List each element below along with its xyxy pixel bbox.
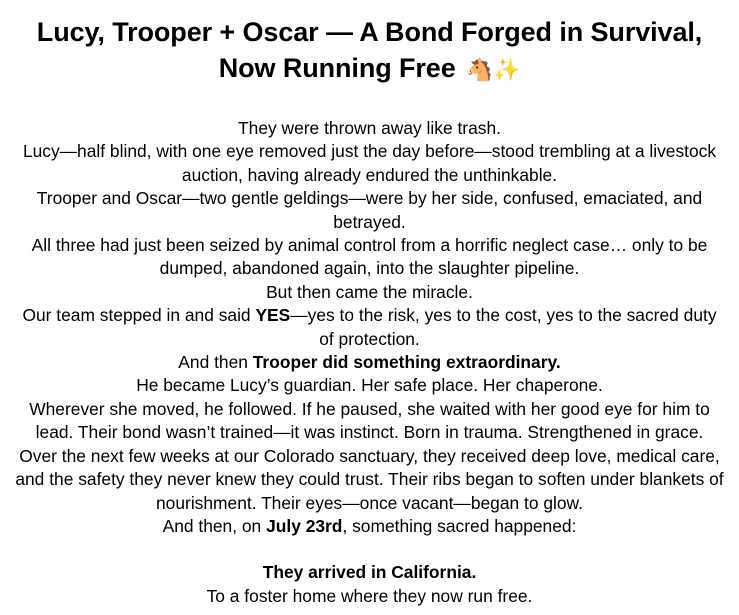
- title-line-1: Lucy, Trooper + Oscar — A Bond Forged in Survival,: [36, 17, 703, 47]
- paragraph-sanctuary: Over the next few weeks at our Colorado sanctuary, they received deep love, medical care, and the safety they never knew they could trust. Their ribs began to soften under blankets of nourishment. Their eyes—once vacant—began to glow.: [15, 445, 724, 513]
- paragraph-miracle: But then came the miracle.: [266, 281, 473, 302]
- page-title: [0, 0, 739, 88]
- story-body: [0, 117, 739, 608]
- extraordinary-emphasis: Trooper did something extraordinary.: [252, 352, 561, 373]
- paragraph-seized: All three had just been seized by animal control from a horrific neglect case… only to be dumped, abandoned again, into the slaughter pipeline.: [31, 235, 708, 279]
- date-emphasis: July 23rd: [266, 515, 343, 536]
- paragraph-bond: Wherever she moved, he followed. If he paused, she waited with her good eye for him to lead. Their bond wasn’t trained—it was instinct. Born in trauma. Strengthened in grace.: [29, 398, 710, 443]
- paragraph-foster-home: To a foster home where they now run free.: [206, 585, 533, 606]
- paragraph-extraordinary: And then Trooper did something extraordinary.: [178, 352, 561, 373]
- paragraph-yes: Our team stepped in and said YES—yes to the risk, yes to the cost, yes to the sacred duty of protection.: [22, 305, 717, 349]
- horse-sparkles-icon: 🐴✨: [465, 57, 521, 82]
- paragraph-california: They arrived in California.: [262, 562, 477, 583]
- yes-emphasis: YES: [255, 305, 291, 326]
- paragraph-july: And then, on July 23rd, something sacred happened:: [162, 515, 577, 536]
- paragraph-guardian: He became Lucy’s guardian. Her safe place. Her chaperone.: [136, 375, 603, 396]
- paragraph-lucy: Lucy—half blind, with one eye removed just the day before—stood trembling at a livestock auction, having already endured the unthinkable.: [22, 141, 717, 185]
- title-line-2: Now Running Free: [218, 53, 456, 83]
- paragraph-thrown-away: They were thrown away like trash.: [238, 118, 501, 138]
- paragraph-trooper-oscar: Trooper and Oscar—two gentle geldings—were by her side, confused, emaciated, and betrayed.: [36, 188, 703, 232]
- paragraph-spacer: [14, 538, 725, 561]
